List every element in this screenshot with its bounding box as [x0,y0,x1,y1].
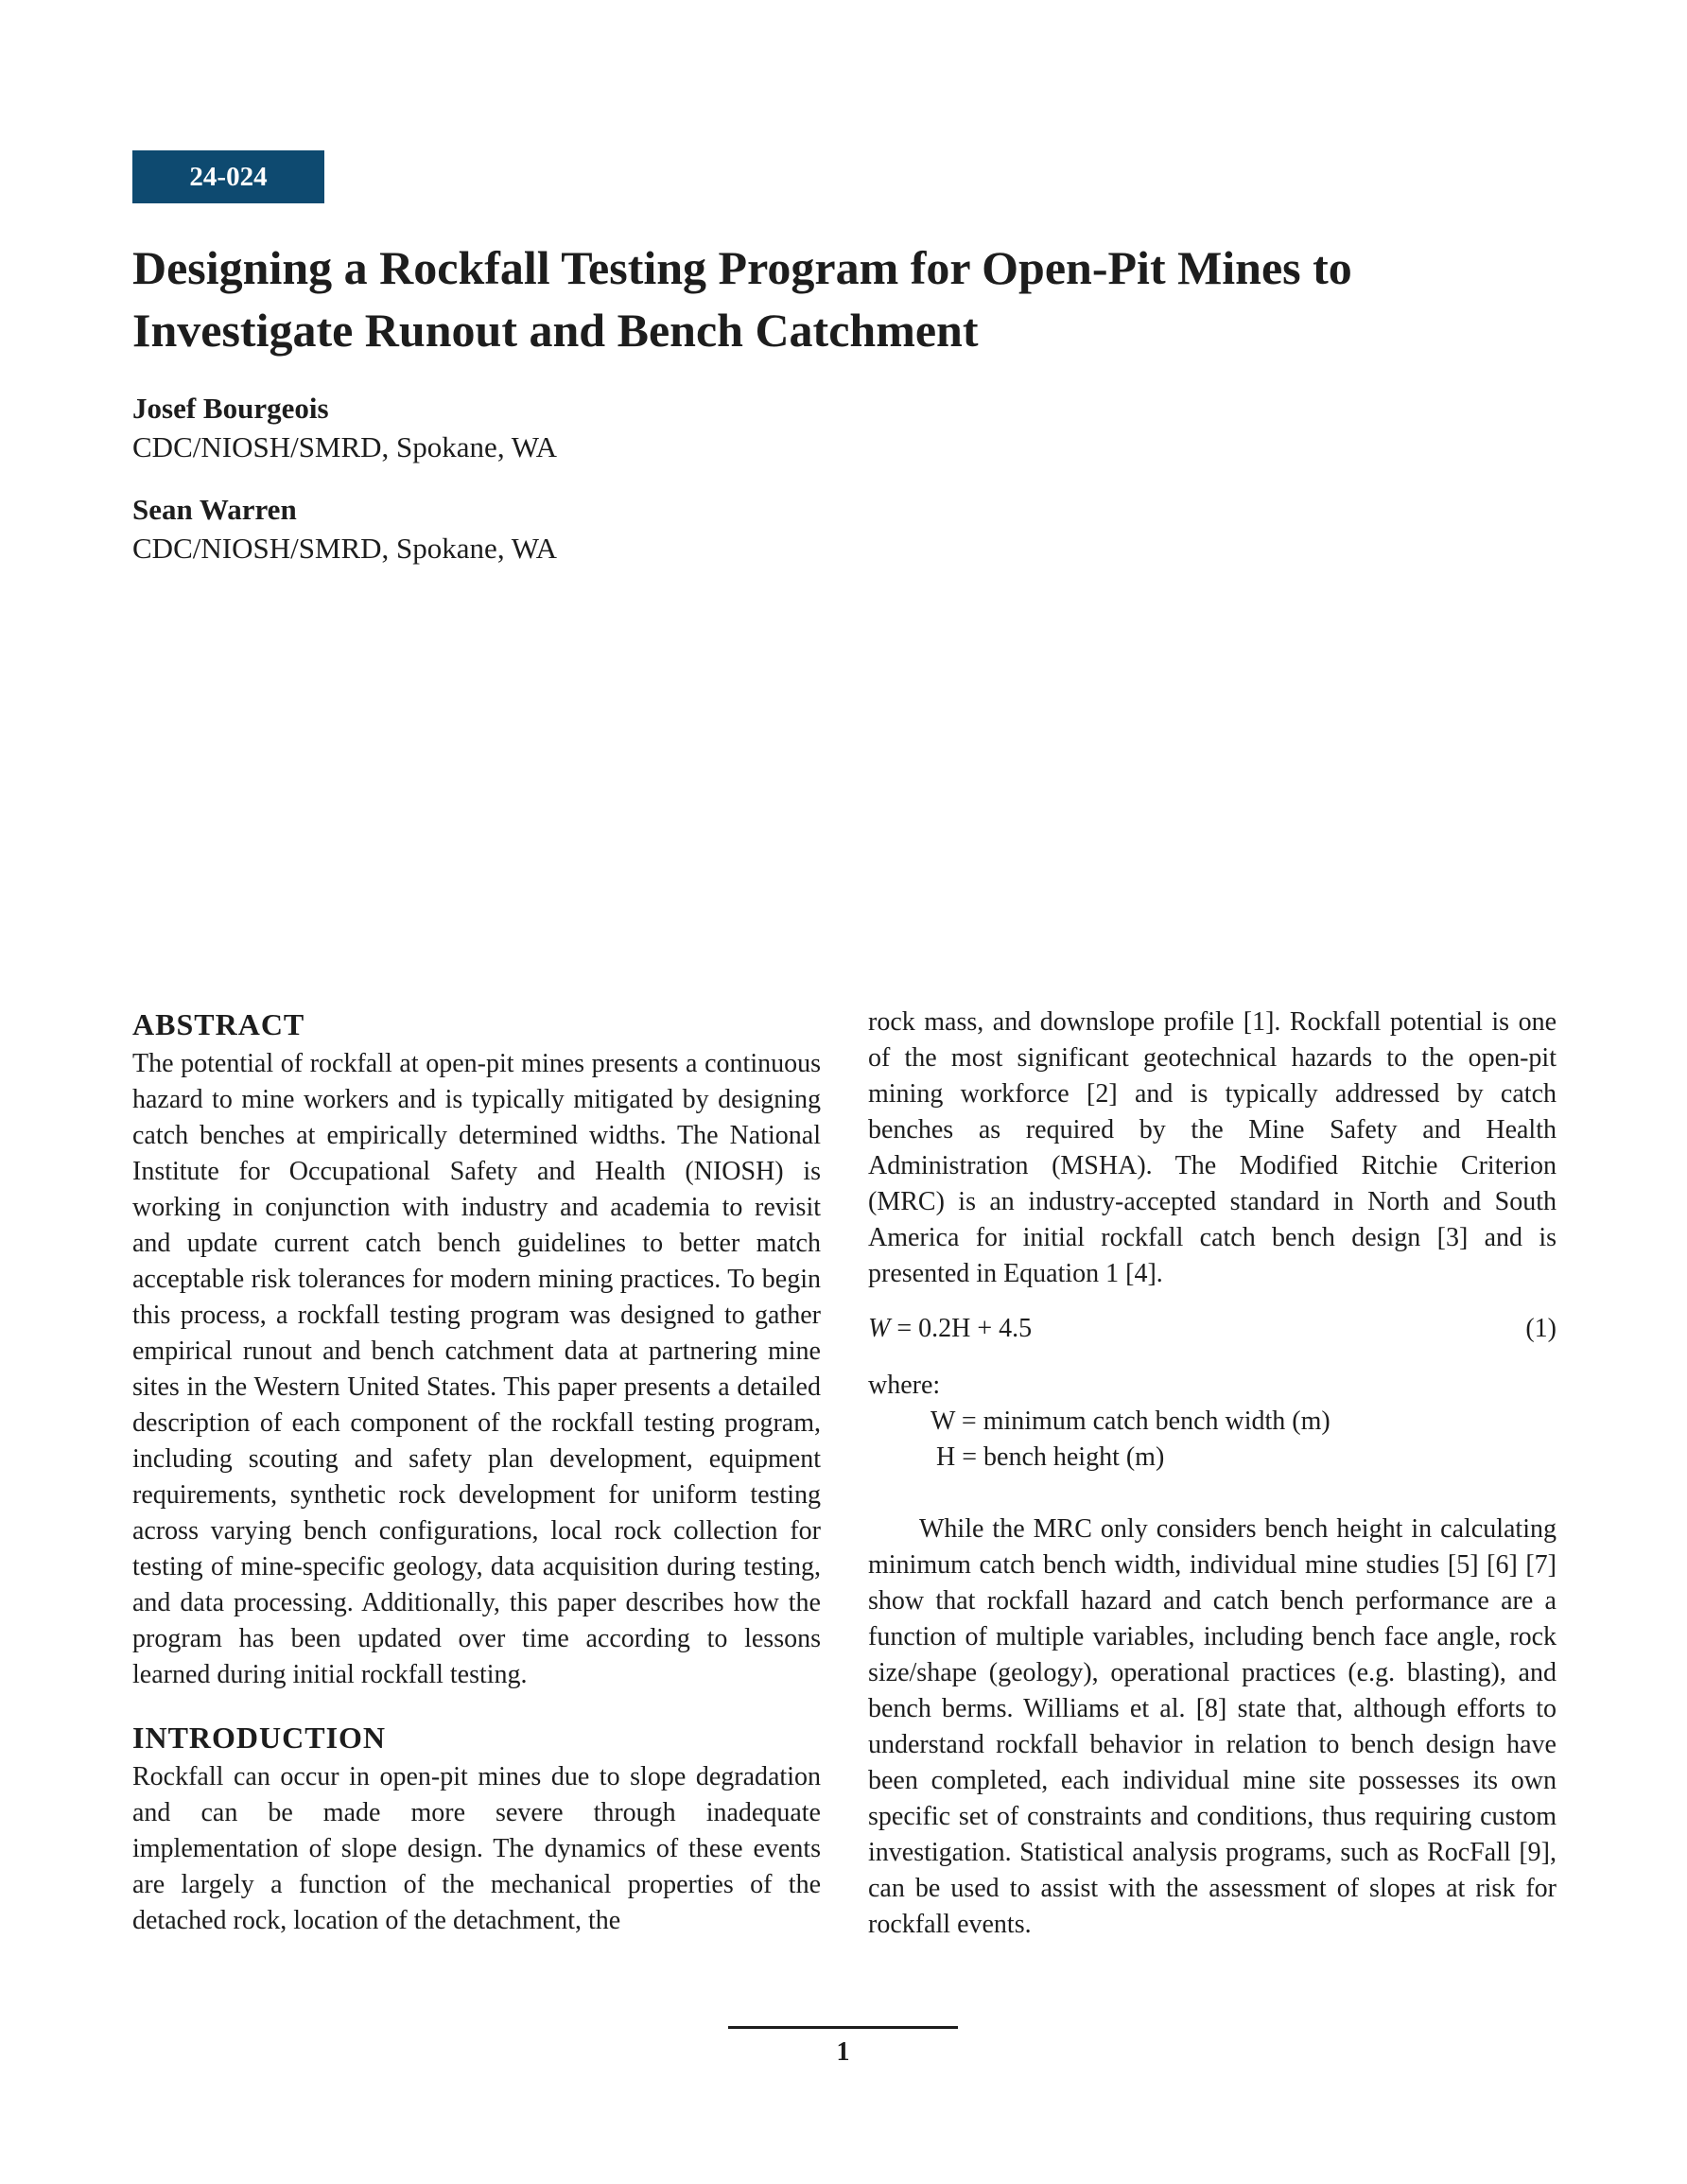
where-item: H = bench height (m) [936,1442,1165,1472]
introduction-paragraph: While the MRC only considers bench height in calculating minimum catch bench width, individual mine studies [5] [6] [7] show that rockfall hazard and catch bench performance are a function of multiple variables, including bench face angle, rock size/shape (geology), operational practices (e.g. blasting), and bench berms. Williams et al. [8] state that, although efforts to understand rockfall behavior in relation to bench design have been completed, each individual mine site possesses its own specific set of constraints and conditions, thus requiring custom investigation. Statistical analysis programs, such as RocFall [9], can be used to assist with the assessment of slopes at risk for rockfall events. [868,1514,1557,1939]
left-column [132,1005,821,1939]
equation-expression [868,1311,1032,1347]
author-block [132,390,557,467]
equation-rhs: = 0.2H + 4.5 [890,1314,1033,1343]
abstract-text: The potential of rockfall at open-pit mines presents a continuous hazard to mine workers and is typically mitigated by designing catch benches at empirically determined widths. The National Institute for Occupational Safety and Health (NIOSH) is working in conjunction with industry and academia to revisit and update current catch bench guidelines to better match acceptable risk tolerances for modern mining practices. To begin this process, a rockfall testing program was designed to gather empirical runout and bench catchment data at partnering mine sites in the Western United States. This paper presents a detailed description of each component of the rockfall testing program, including scouting and safety plan development, equipment requirements, synthetic rock development for uniform testing across varying bench configurations, local rock collection for testing of mine-specific geology, data acquisition during testing, and data processing. Additionally, this paper describes how the program has been updated over time according to lessons learned during initial rockfall testing. [132,1049,821,1689]
introduction-paragraph-continued: rock mass, and downslope profile [1]. Rockfall potential is one of the most significant geotechnical hazards to the open-pit mining workforce [2] and is typically addressed by catch benches as required by the Mine Safety and Health Administration (MSHA). The Modified Ritchie Criterion (MRC) is an industry-accepted standard in North and South America for initial rockfall catch bench design [3] and is presented in Equation 1 [4]. [868,1007,1557,1288]
where-item: W = minimum catch bench width (m) [930,1406,1330,1436]
equation-1 [868,1311,1557,1347]
introduction-paragraph: Rockfall can occur in open-pit mines due to slope degradation and can be made more severe through inadequate implementation of slope design. The dynamics of these events are largely a function of the mechanical properties of the detached rock, location of the detachment, the [132,1762,821,1935]
author-affiliation: CDC/NIOSH/SMRD, Spokane, WA [132,430,557,463]
author-block [132,491,557,568]
report-number-badge: 24-024 [132,150,324,203]
where-label: where: [868,1371,941,1400]
page-number: 1 [836,2037,850,2067]
author-name: Josef Bourgeois [132,392,329,425]
right-column [868,1005,1557,1943]
equation-number: (1) [1525,1314,1557,1343]
abstract-heading: ABSTRACT [132,1007,305,1041]
paper-title: Designing a Rockfall Testing Program for Open-Pit Mines to Investigate Runout and Bench Catchment [132,241,1352,357]
equation-lhs: W [868,1314,891,1343]
author-name: Sean Warren [132,493,297,526]
author-affiliation: CDC/NIOSH/SMRD, Spokane, WA [132,532,557,565]
footer-divider [728,2026,958,2029]
introduction-heading: INTRODUCTION [132,1721,387,1755]
